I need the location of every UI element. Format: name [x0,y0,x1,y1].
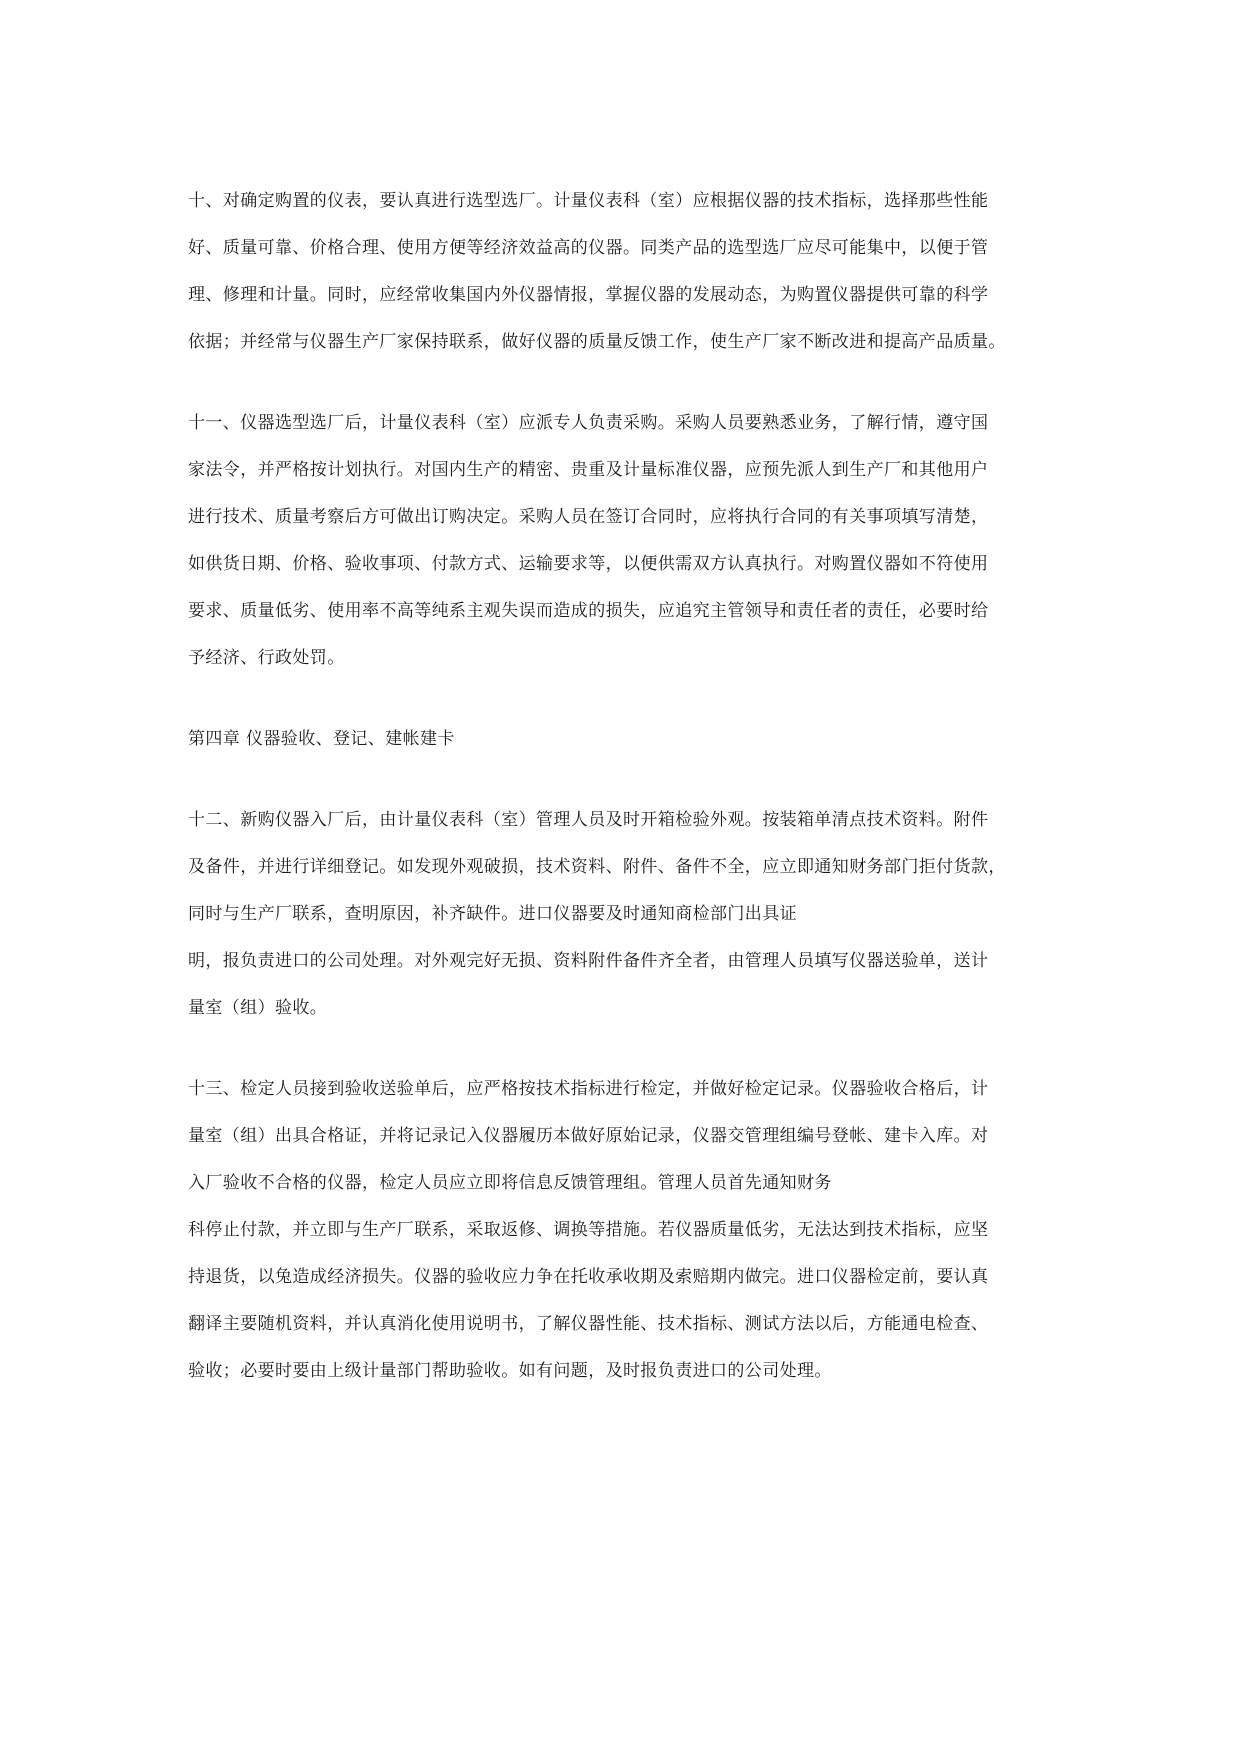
paragraph-10-line-3: 理、修理和计量。同时，应经常收集国内外仪器情报，掌握仪器的发展动态，为购置仪器提供可靠的科学 [188,285,989,305]
paragraph-13-line-6: 翻译主要随机资料，并认真消化使用说明书，了解仪器性能、技术指标、测试方法以后，方能通电检查、 [188,1314,989,1334]
paragraph-13-line-2: 量室（组）出具合格证，并将记录记入仪器履历本做好原始记录，仪器交管理组编号登帐、建卡入库。对 [188,1126,989,1146]
paragraph-13-line-7: 验收；必要时要由上级计量部门帮助验收。如有问题，及时报负责进口的公司处理。 [188,1361,832,1381]
paragraph-11-line-6: 予经济、行政处罚。 [188,648,345,668]
chapter-4-heading: 第四章 仪器验收、登记、建帐建卡 [188,729,455,749]
paragraph-12-line-4: 明，报负责进口的公司处理。对外观完好无损、资料附件备件齐全者，由管理人员填写仪器送验单，送计 [188,951,989,971]
paragraph-10-line-1: 十、对确定购置的仪表，要认真进行选型选厂。计量仪表科（室）应根据仪器的技术指标，选择那些性能 [188,191,989,211]
paragraph-13-line-1: 十三、检定人员接到验收送验单后，应严格按技术指标进行检定，并做好检定记录。仪器验收合格后，计 [188,1079,989,1099]
paragraph-13-line-5: 持退货，以兔造成经济损失。仪器的验收应力争在托收承收期及索赔期内做完。进口仪器检定前，要认真 [188,1267,989,1287]
paragraph-12-line-1: 十二、新购仪器入厂后，由计量仪表科（室）管理人员及时开箱检验外观。按装箱单清点技术资料。附件 [188,810,989,830]
paragraph-12-line-3: 同时与生产厂联系，查明原因，补齐缺件。进口仪器要及时通知商检部门出具证 [188,904,797,924]
paragraph-11-line-3: 进行技术、质量考察后方可做出订购决定。采购人员在签订合同时，应将执行合同的有关事项填写清楚， [188,507,989,527]
paragraph-12-line-5: 量室（组）验收。 [188,998,328,1018]
paragraph-10-line-4: 依据；并经常与仪器生产厂家保持联系，做好仪器的质量反馈工作，使生产厂家不断改进和提高产品质量。 [188,332,1006,352]
paragraph-10-line-2: 好、质量可靠、价格合理、使用方便等经济效益高的仪器。同类产品的选型选厂应尽可能集中，以便于管 [188,238,989,258]
paragraph-11-line-2: 家法令，并严格按计划执行。对国内生产的精密、贵重及计量标准仪器，应预先派人到生产厂和其他用户 [188,460,989,480]
paragraph-13-line-3: 入厂验收不合格的仪器，检定人员应立即将信息反馈管理组。管理人员首先通知财务 [188,1173,832,1193]
paragraph-11-line-4: 如供货日期、价格、验收事项、付款方式、运输要求等，以便供需双方认真执行。对购置仪器如不符使用 [188,554,989,574]
paragraph-12-line-2: 及备件，并进行详细登记。如发现外观破损，技术资料、附件、备件不全，应立即通知财务部门拒付货款， [188,857,1006,877]
paragraph-11-line-1: 十一、仪器选型选厂后，计量仪表科（室）应派专人负责采购。采购人员要熟悉业务，了解行情，遵守国 [188,413,989,433]
paragraph-11-line-5: 要求、质量低劣、使用率不高等纯系主观失误而造成的损失，应追究主管领导和责任者的责任，必要时给 [188,601,989,621]
paragraph-13-line-4: 科停止付款，并立即与生产厂联系，采取返修、调换等措施。若仪器质量低劣，无法达到技术指标，应坚 [188,1220,989,1240]
